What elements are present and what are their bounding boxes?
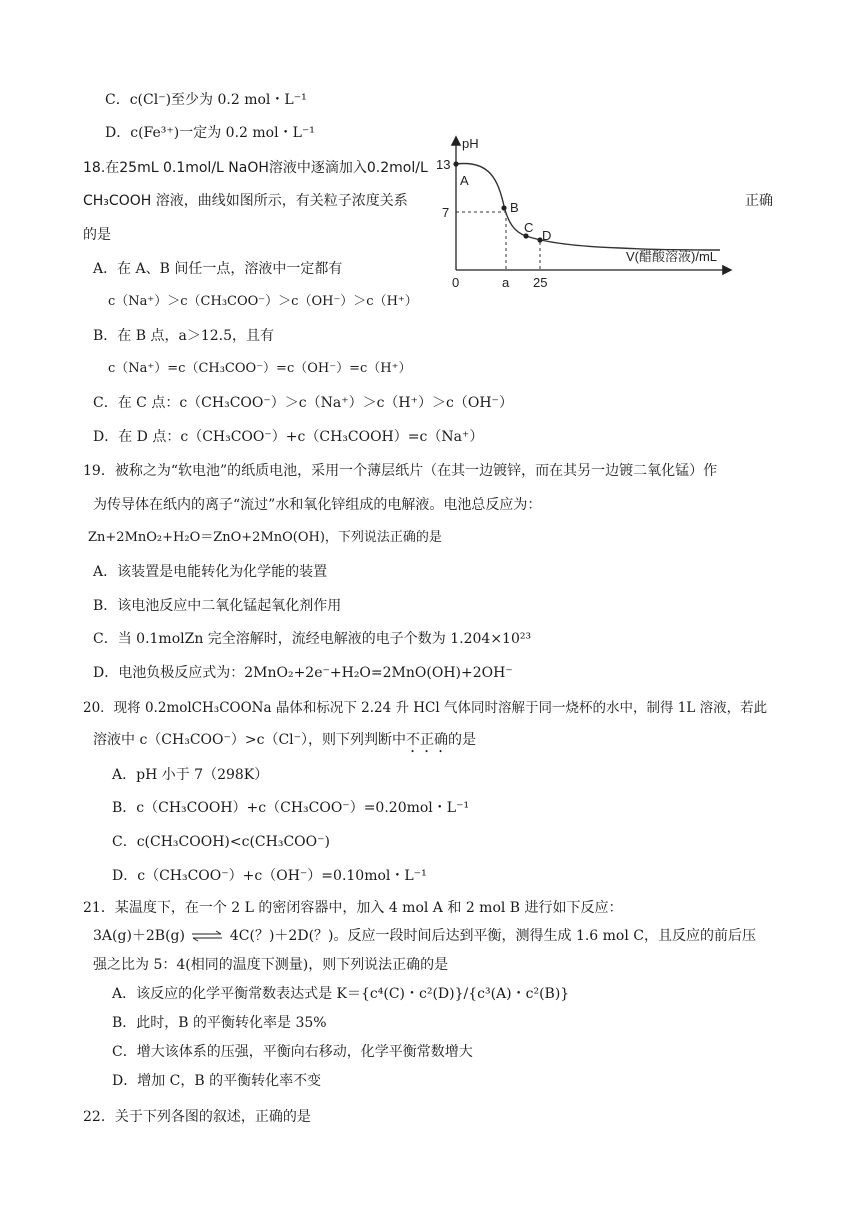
q20-emphasis-not-correct: 不正确 — [406, 732, 449, 748]
tick-25: 25 — [533, 275, 548, 290]
ph-curve — [456, 163, 720, 250]
origin-label: 0 — [452, 275, 460, 290]
q19-option-a: A．该装置是电能转化为化学能的装置 — [93, 564, 328, 580]
tick-7: 7 — [442, 205, 450, 220]
tick-13: 13 — [436, 157, 451, 172]
tick-a: a — [502, 275, 510, 290]
q21-reactants: 3A(g)＋2B(g) — [93, 928, 185, 944]
q19-stem-line-1: 19．被称之为“软电池”的纸质电池，采用一个薄层纸片（在其一边镀锌，而在其另一边镀二氧化锰）作 — [83, 463, 718, 479]
q18-option-b: B．在 B 点，a＞12.5，且有 — [93, 328, 274, 344]
q20-stem-line-2c: 的是 — [448, 732, 477, 748]
q18-stem-line-3: 的是 — [83, 227, 111, 243]
q22-stem-line-1: 22．关于下列各图的叙述，正确的是 — [83, 1109, 311, 1125]
point-c-label: C — [524, 220, 534, 235]
titration-curve-graph — [420, 130, 740, 295]
q19-stem-line-2: 为传导体在纸内的离子“流过”水和氧化锌组成的电解液。电池总反应为： — [93, 497, 542, 513]
q20-option-a: A．pH 小于 7（298K） — [112, 767, 269, 783]
q20-stem-line-1: 20．现将 0.2molCH₃COONa 晶体和标况下 2.24 升 HCl 气体同时溶解于同一烧杯的水中，制得 1L 溶液，若此 — [83, 700, 768, 716]
q21-stem-line-3: 强之比为 5：4(相同的温度下测量)，则下列说法正确的是 — [93, 957, 449, 973]
q18-option-a-expression: c（Na⁺）＞c（CH₃COO⁻）＞c（OH⁻）＞c（H⁺） — [108, 294, 418, 309]
point-a-label: A — [460, 173, 469, 188]
q18-stem-line-2: CH₃COOH 溶液，曲线如图所示，有关粒子浓度关系 — [83, 193, 408, 209]
equilibrium-arrow-icon — [190, 930, 224, 942]
q20-stem-line-2 — [93, 730, 476, 756]
point-d-label: D — [542, 228, 552, 243]
q18-option-c: C．在 C 点：c（CH₃COO⁻）＞c（Na⁺）＞c（H⁺）＞c（OH⁻） — [93, 395, 513, 411]
y-axis-label: pH — [462, 136, 479, 151]
q18-option-b-expression: c（Na⁺）=c（CH₃COO⁻）=c（OH⁻）=c（H⁺） — [108, 361, 412, 376]
q19-stem-line-3: Zn+2MnO₂+H₂O＝ZnO+2MnO(OH)，下列说法正确的是 — [88, 530, 442, 545]
q18-option-a: A．在 A、B 间任一点，溶液中一定都有 — [93, 261, 343, 277]
q18-stem-line-1: 18.在25mL 0.1mol/L NaOH溶液中逐滴加入0.2mol/L — [83, 160, 428, 176]
q17-option-c: C．c(Cl⁻)至少为 0.2 mol・L⁻¹ — [105, 92, 307, 108]
q17-option-d: D．c(Fe³⁺)一定为 0.2 mol・L⁻¹ — [105, 125, 315, 141]
q21-option-b: B．此时，B 的平衡转化率是 35% — [112, 1015, 327, 1031]
x-axis-label: V(醋酸溶液)/mL — [626, 249, 718, 264]
q21-option-a: A．该反应的化学平衡常数表达式是 K＝{c⁴(C)・c²(D)}/{c³(A)・c²(B)} — [112, 986, 570, 1002]
q20-stem-line-2a: 溶液中 c（CH₃COO⁻）>c（Cl⁻），则下列判断中 — [93, 732, 407, 748]
q21-stem-line-2 — [93, 926, 756, 946]
q19-option-c: C．当 0.1molZn 完全溶解时，流经电解液的电子个数为 1.204×10²³ — [93, 631, 532, 647]
q18-stem-line-2-tail: 正确 — [745, 193, 773, 209]
point-a-marker — [453, 161, 458, 166]
q21-stem-line-1: 21．某温度下，在一个 2 L 的密闭容器中，加入 4 mol A 和 2 mol B 进行如下反应： — [83, 900, 623, 916]
point-b-marker — [501, 205, 506, 210]
q20-option-c: C．c(CH₃COOH)<c(CH₃COO⁻) — [112, 834, 330, 850]
q21-option-d: D．增加 C，B 的平衡转化率不变 — [112, 1073, 322, 1089]
q18-option-d: D．在 D 点：c（CH₃COO⁻）+c（CH₃COOH）=c（Na⁺） — [93, 429, 484, 445]
q19-option-b: B．该电池反应中二氧化锰起氧化剂作用 — [93, 598, 342, 614]
q20-option-b: B．c（CH₃COOH）+c（CH₃COO⁻）=0.20mol・L⁻¹ — [112, 800, 470, 816]
q20-option-d: D．c（CH₃COO⁻）+c（OH⁻）=0.10mol・L⁻¹ — [112, 868, 427, 884]
q21-products-and-text: 4C(？)＋2D(？)。反应一段时间后达到平衡，测得生成 1.6 mol C，且反应的前后压 — [229, 928, 756, 944]
q19-option-d: D．电池负极反应式为：2MnO₂+2e⁻+H₂O=2MnO(OH)+2OH⁻ — [93, 665, 513, 681]
point-b-label: B — [510, 200, 519, 215]
q21-option-c: C．增大该体系的压强，平衡向右移动，化学平衡常数增大 — [112, 1044, 473, 1060]
